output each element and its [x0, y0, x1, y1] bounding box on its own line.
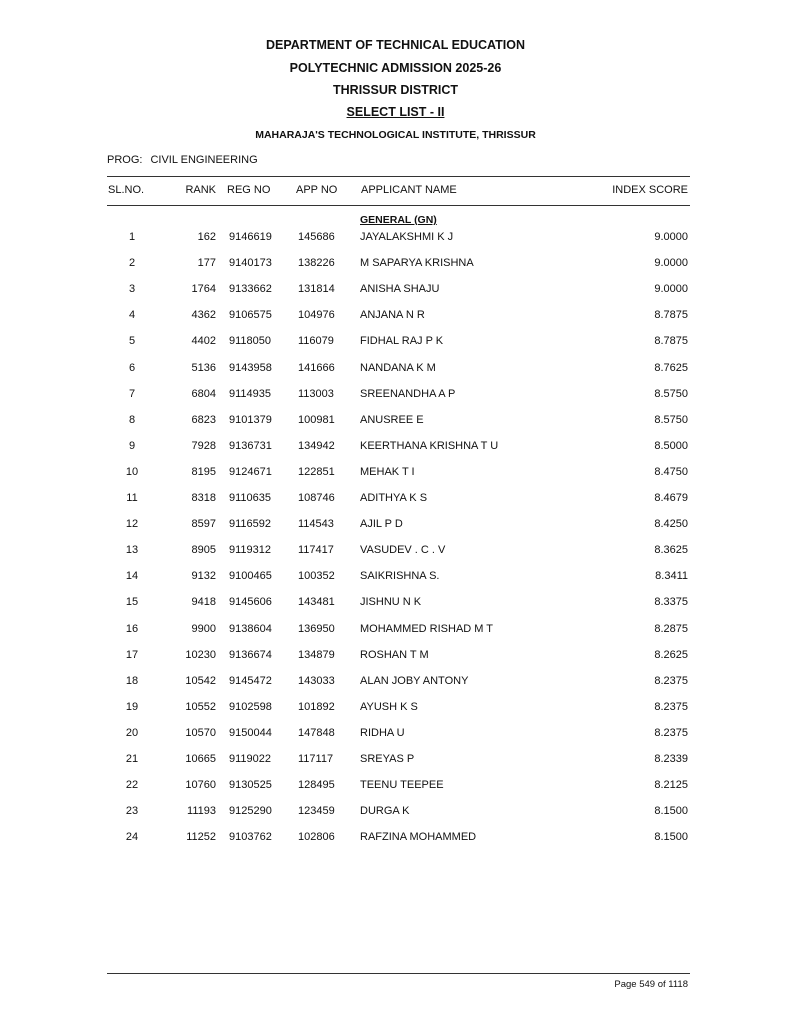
sl-no-cell: 17 [125, 649, 139, 661]
sl-no-cell: 15 [125, 596, 139, 608]
table-row [0, 414, 791, 430]
sl-no-cell: 21 [125, 753, 139, 765]
applicant-name-cell: NANDANA K M [360, 362, 436, 374]
table-row [0, 753, 791, 769]
institute-title: MAHARAJA'S TECHNOLOGICAL INSTITUTE, THRISSUR [255, 129, 536, 141]
sl-no-cell: 20 [125, 727, 139, 739]
sl-no-cell: 4 [128, 309, 136, 321]
rank-cell: 10570 [185, 727, 216, 739]
index-score-cell: 8.2339 [654, 753, 688, 765]
table-row [0, 623, 791, 639]
index-score-cell: 8.3375 [654, 596, 688, 608]
sl-no-cell: 13 [125, 544, 139, 556]
program-line [107, 154, 258, 166]
reg-no-cell: 9114935 [229, 388, 272, 400]
reg-no-cell: 9119312 [229, 544, 272, 556]
app-no-cell: 116079 [298, 335, 334, 347]
index-score-cell: 8.5750 [654, 414, 688, 426]
table-row [0, 362, 791, 378]
sl-no-cell: 14 [125, 570, 139, 582]
app-no-cell: 138226 [298, 257, 335, 269]
applicant-name-cell: SREYAS P [360, 753, 415, 765]
applicant-name-cell: SREENANDHA A P [360, 388, 456, 400]
applicant-name-cell: ADITHYA K S [360, 492, 428, 504]
reg-no-cell: 9110635 [229, 492, 272, 504]
app-no-cell: 104976 [298, 309, 335, 321]
table-row [0, 257, 791, 273]
app-no-cell: 108746 [298, 492, 335, 504]
index-score-cell: 8.2625 [654, 649, 688, 661]
applicant-name-cell: JAYALAKSHMI K J [360, 231, 454, 243]
rank-cell: 8195 [191, 466, 216, 478]
applicant-name-cell: DURGA K [360, 805, 410, 817]
rank-cell: 6823 [191, 414, 216, 426]
reg-no-cell: 9125290 [229, 805, 272, 817]
reg-no-cell: 9124671 [229, 466, 272, 478]
sl-no-cell: 16 [125, 623, 139, 635]
app-no-cell: 100981 [298, 414, 335, 426]
reg-no-cell: 9119022 [229, 753, 272, 765]
index-score-cell: 8.2125 [654, 779, 688, 791]
index-score-cell: 8.7875 [654, 335, 688, 347]
reg-no-cell: 9133662 [229, 283, 272, 295]
applicant-name-cell: MEHAK T I [360, 466, 415, 478]
reg-no-cell: 9145606 [229, 596, 272, 608]
index-score-cell: 8.3411 [655, 570, 688, 582]
reg-no-cell: 9136674 [229, 649, 272, 661]
table-row [0, 492, 791, 508]
reg-no-cell: 9136731 [229, 440, 272, 452]
reg-no-cell: 9103762 [229, 831, 272, 843]
page-number: Page 549 of 1118 [614, 979, 688, 990]
select-list-title: SELECT LIST - II [346, 105, 445, 119]
index-score-cell: 9.0000 [654, 283, 688, 295]
applicant-name-cell: SAIKRISHNA S. [360, 570, 440, 582]
reg-no-cell: 9118050 [229, 335, 272, 347]
applicant-name-cell: ROSHAN T M [360, 649, 429, 661]
reg-no-cell: 9150044 [229, 727, 272, 739]
table-row [0, 466, 791, 482]
department-title: DEPARTMENT OF TECHNICAL EDUCATION [265, 38, 526, 52]
reg-no-cell: 9145472 [229, 675, 272, 687]
applicant-name-cell: TEENU TEEPEE [360, 779, 444, 791]
reg-no-cell: 9138604 [229, 623, 272, 635]
app-no-cell: 143481 [298, 596, 335, 608]
index-score-cell: 8.2375 [654, 727, 688, 739]
rank-cell: 6804 [191, 388, 216, 400]
rank-cell: 10760 [185, 779, 216, 791]
sl-no-cell: 18 [125, 675, 139, 687]
sl-no-cell: 3 [128, 283, 136, 295]
reg-no-cell: 9100465 [229, 570, 272, 582]
col-header-applicant-name: APPLICANT NAME [361, 184, 457, 196]
index-score-cell: 8.2375 [654, 675, 688, 687]
reg-no-cell: 9130525 [229, 779, 272, 791]
rank-cell: 11252 [186, 831, 216, 843]
rank-cell: 1764 [191, 283, 216, 295]
applicant-name-cell: VASUDEV . C . V [360, 544, 446, 556]
sl-no-cell: 6 [128, 362, 136, 374]
reg-no-cell: 9106575 [229, 309, 272, 321]
table-header-rule [107, 205, 690, 206]
reg-no-cell: 9116592 [229, 518, 272, 530]
app-no-cell: 102806 [298, 831, 335, 843]
table-row [0, 675, 791, 691]
table-row [0, 649, 791, 665]
rank-cell: 162 [197, 231, 216, 243]
app-no-cell: 101892 [298, 701, 335, 713]
sl-no-cell: 1 [128, 231, 136, 243]
table-row [0, 727, 791, 743]
rank-cell: 11193 [187, 805, 216, 817]
app-no-cell: 134879 [298, 649, 335, 661]
table-row [0, 388, 791, 404]
rank-cell: 7928 [191, 440, 216, 452]
col-header-sl-no: SL.NO. [108, 184, 145, 196]
applicant-name-cell: ANISHA SHAJU [360, 283, 440, 295]
col-header-reg-no: REG NO [227, 184, 271, 196]
table-row [0, 831, 791, 847]
sl-no-cell: 19 [125, 701, 139, 713]
index-score-cell: 8.7875 [654, 309, 688, 321]
rank-cell: 10665 [185, 753, 216, 765]
reg-no-cell: 9101379 [229, 414, 272, 426]
applicant-name-cell: ANUSREE E [360, 414, 424, 426]
table-row [0, 335, 791, 351]
table-row [0, 805, 791, 821]
sl-no-cell: 10 [125, 466, 139, 478]
sl-no-cell: 24 [125, 831, 139, 843]
table-top-rule [107, 176, 690, 177]
sl-no-cell: 12 [125, 518, 139, 530]
reg-no-cell: 9102598 [229, 701, 272, 713]
rank-cell: 9132 [191, 570, 216, 582]
index-score-cell: 8.4750 [654, 466, 688, 478]
rank-cell: 8318 [191, 492, 216, 504]
sl-no-cell: 7 [128, 388, 136, 400]
rank-cell: 5136 [191, 362, 216, 374]
table-row [0, 570, 791, 586]
col-header-index-score: INDEX SCORE [612, 184, 688, 196]
index-score-cell: 8.1500 [654, 805, 688, 817]
rank-cell: 8597 [191, 518, 216, 530]
applicant-name-cell: ANJANA N R [360, 309, 425, 321]
app-no-cell: 114543 [298, 518, 334, 530]
district-title: THRISSUR DISTRICT [333, 83, 458, 97]
reg-no-cell: 9146619 [229, 231, 272, 243]
rank-cell: 9418 [191, 596, 216, 608]
table-row [0, 440, 791, 456]
table-row [0, 701, 791, 717]
rank-cell: 4362 [191, 309, 216, 321]
admission-title: POLYTECHNIC ADMISSION 2025-26 [289, 61, 502, 75]
table-row [0, 283, 791, 299]
index-score-cell: 8.2875 [654, 623, 688, 635]
applicant-name-cell: AYUSH K S [360, 701, 418, 713]
col-header-rank: RANK [185, 184, 216, 196]
index-score-cell: 9.0000 [654, 231, 688, 243]
index-score-cell: 8.4250 [654, 518, 688, 530]
applicant-name-cell: AJIL P D [360, 518, 403, 530]
table-row [0, 544, 791, 560]
table-row [0, 231, 791, 247]
sl-no-cell: 22 [125, 779, 139, 791]
sl-no-cell: 5 [128, 335, 136, 347]
index-score-cell: 8.5000 [654, 440, 688, 452]
applicant-name-cell: MOHAMMED RISHAD M T [360, 623, 494, 635]
sl-no-cell: 23 [125, 805, 139, 817]
applicant-name-cell: ALAN JOBY ANTONY [360, 675, 469, 687]
applicant-name-cell: M SAPARYA KRISHNA [360, 257, 474, 269]
applicant-name-cell: RIDHA U [360, 727, 405, 739]
index-score-cell: 8.5750 [654, 388, 688, 400]
rank-cell: 10552 [185, 701, 216, 713]
app-no-cell: 136950 [298, 623, 335, 635]
index-score-cell: 8.3625 [654, 544, 688, 556]
app-no-cell: 113003 [298, 388, 334, 400]
table-row [0, 518, 791, 534]
applicant-name-cell: JISHNU N K [360, 596, 422, 608]
app-no-cell: 141666 [298, 362, 335, 374]
index-score-cell: 8.2375 [654, 701, 688, 713]
app-no-cell: 145686 [298, 231, 335, 243]
rank-cell: 10230 [185, 649, 216, 661]
index-score-cell: 8.7625 [654, 362, 688, 374]
sl-no-cell: 11 [126, 492, 138, 504]
table-row [0, 309, 791, 325]
rank-cell: 4402 [191, 335, 216, 347]
footer-rule [107, 973, 690, 974]
index-score-cell: 8.1500 [654, 831, 688, 843]
app-no-cell: 100352 [298, 570, 335, 582]
sl-no-cell: 8 [128, 414, 136, 426]
applicant-name-cell: KEERTHANA KRISHNA T U [360, 440, 499, 452]
rank-cell: 9900 [191, 623, 216, 635]
app-no-cell: 131814 [298, 283, 335, 295]
reg-no-cell: 9143958 [229, 362, 272, 374]
applicant-name-cell: FIDHAL RAJ P K [360, 335, 444, 347]
sl-no-cell: 2 [128, 257, 136, 269]
category-heading: GENERAL (GN) [360, 214, 437, 226]
rank-cell: 177 [197, 257, 216, 269]
app-no-cell: 147848 [298, 727, 335, 739]
applicant-name-cell: RAFZINA MOHAMMED [360, 831, 477, 843]
program-label: PROG: [107, 154, 143, 166]
rank-cell: 8905 [191, 544, 216, 556]
table-row [0, 596, 791, 612]
program-value: CIVIL ENGINEERING [150, 154, 258, 166]
app-no-cell: 117117 [298, 753, 334, 765]
app-no-cell: 123459 [298, 805, 335, 817]
index-score-cell: 9.0000 [654, 257, 688, 269]
col-header-app-no: APP NO [296, 184, 338, 196]
index-score-cell: 8.4679 [654, 492, 688, 504]
reg-no-cell: 9140173 [229, 257, 272, 269]
app-no-cell: 128495 [298, 779, 335, 791]
app-no-cell: 122851 [298, 466, 335, 478]
app-no-cell: 117417 [298, 544, 334, 556]
rank-cell: 10542 [185, 675, 216, 687]
app-no-cell: 143033 [298, 675, 335, 687]
sl-no-cell: 9 [128, 440, 136, 452]
app-no-cell: 134942 [298, 440, 335, 452]
table-row [0, 779, 791, 795]
